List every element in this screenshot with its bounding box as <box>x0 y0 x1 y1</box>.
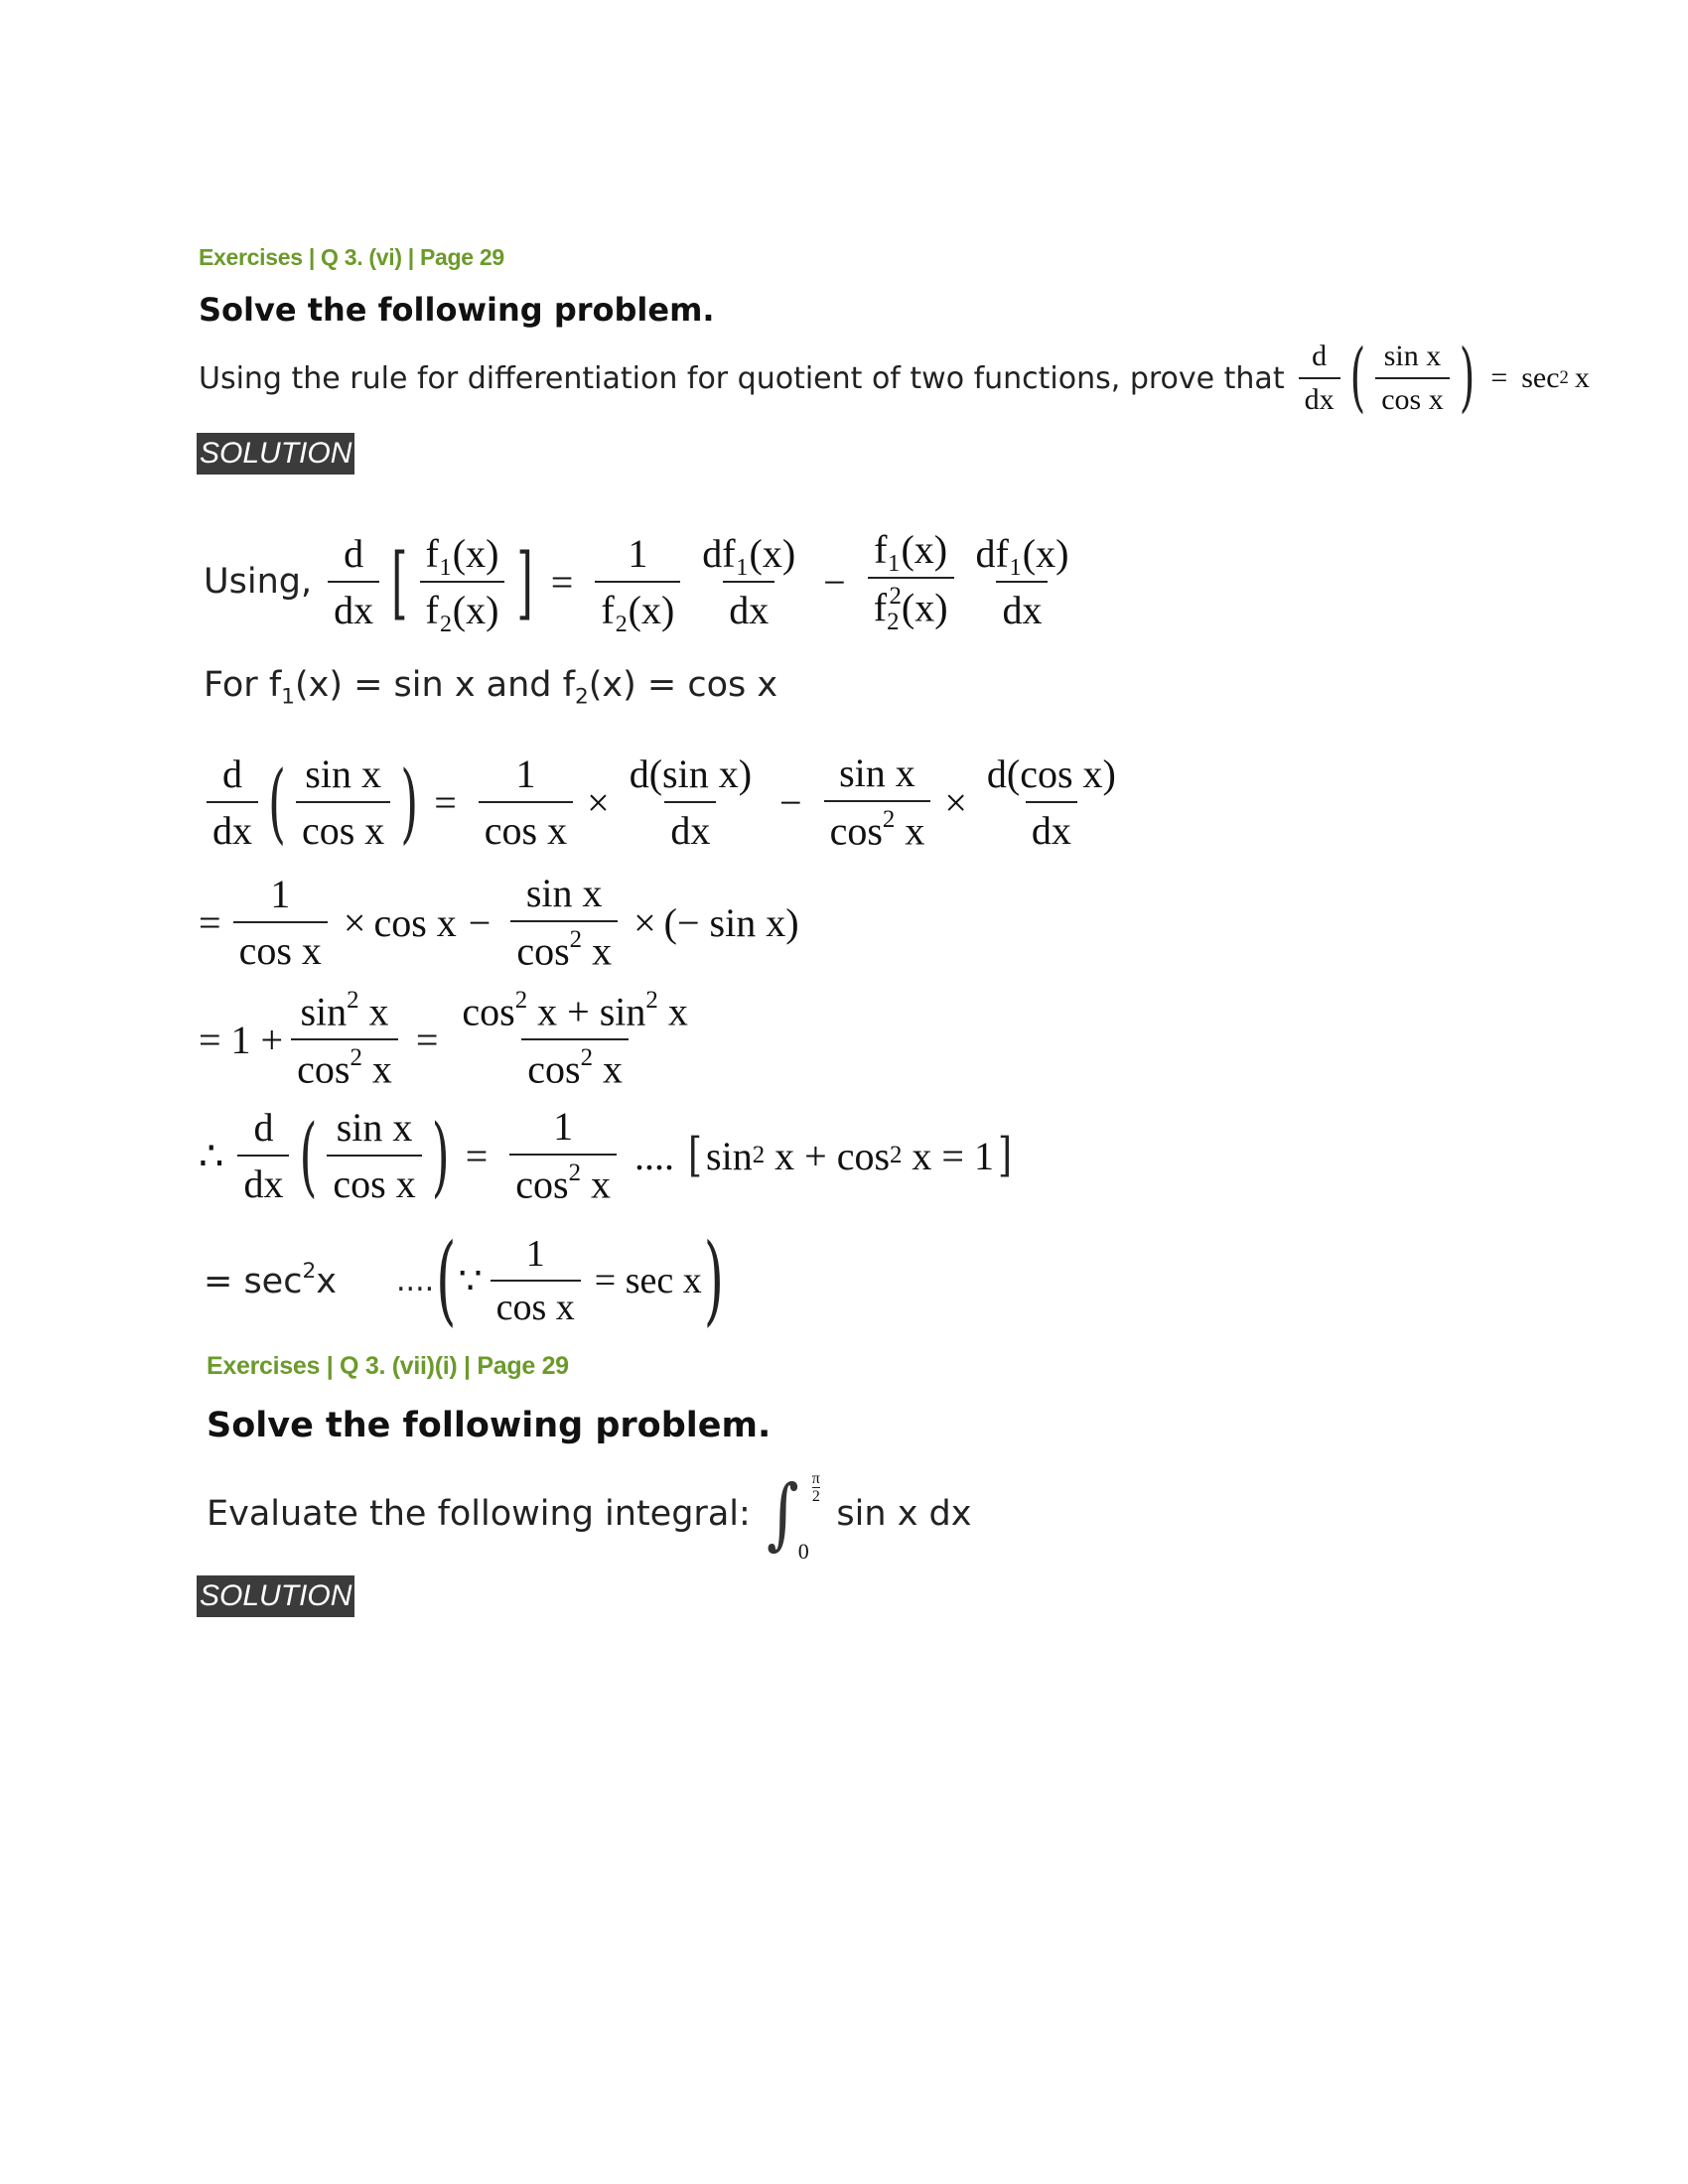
quotient-rule-formula: Using, $\frac{d}{dx}$ [ $\frac{\text{f₁(x)}}{\text{f₂(x)}}$ ] = $\frac{1}{\text{f₂(x)}}$ $\frac{\text{df₁(x)}}{dx}$ − $\frac{\text{f₁(x)}}{f_2^2(x)}$ $\frac{\text{df₁(x)}}{dx}$ <box>204 527 1069 636</box>
prompt-text: Using the rule for differentiation for quotient of two functions, prove that <box>199 360 1285 396</box>
solution-label-2: SOLUTION <box>197 1575 354 1617</box>
question-heading-2: Solve the following problem. <box>207 1406 772 1445</box>
prompt-formula: $\frac{d}{dx}$ ( $\frac{\text{sin x}}{\text{cos x}}$ ) = sec 2 x <box>1291 340 1590 417</box>
derivation-step-1: $\frac{d}{dx}$ ( $\frac{\text{sin x}}{\text{cos x}}$ ) = $\frac{1}{\text{cos x}}$ × $\frac{\text{d(sin x)}}{dx}$ − $\frac{\text{sin x}}{\cos^2 x}$ × $\frac{\text{d(cos x)}}{dx}$ <box>199 743 1130 862</box>
question-prompt <box>199 332 1590 425</box>
derivation-step-4: ∴ $\frac{d}{dx}$ ( $\frac{\text{sin x}}{\text{cos x}}$ ) = $\frac{1}{\cos^2 x}$ .... [ sin 2 x + cos 2 x = 1 ] <box>199 1104 1013 1207</box>
derivation-step-2: = $\frac{1}{\text{cos x}}$ × cos x − $\frac{\text{sin x}}{\cos^2 x}$ × (− sin x) <box>199 871 799 974</box>
derivation-step-5: = $\sec^2x$ .... ( ∵ $\frac{1}{\text{cos x}}$ = sec x ) <box>204 1224 725 1337</box>
question-heading: Solve the following problem. <box>199 291 715 329</box>
definite-integral: ∫ π 2 0 <box>766 1469 820 1564</box>
solution-label: SOLUTION <box>197 433 354 475</box>
question-meta-2: Exercises | Q 3. (vii)(i) | Page 29 <box>207 1352 569 1380</box>
derivation-step-3: = 1 + $\frac{\sin^2 x}{\cos^2 x}$ = $\frac{\cos^2 x + \sin^2 x}{\cos^2 x}$ <box>199 986 688 1092</box>
question-prompt-2: Evaluate the following integral: ∫ π 2 0 sin x dx <box>207 1469 972 1564</box>
function-definitions: For $f_1(x) = \sin x$ and $f_2(x) = \cos x$ <box>204 665 778 710</box>
question-meta: Exercises | Q 3. (vi) | Page 29 <box>199 244 504 270</box>
